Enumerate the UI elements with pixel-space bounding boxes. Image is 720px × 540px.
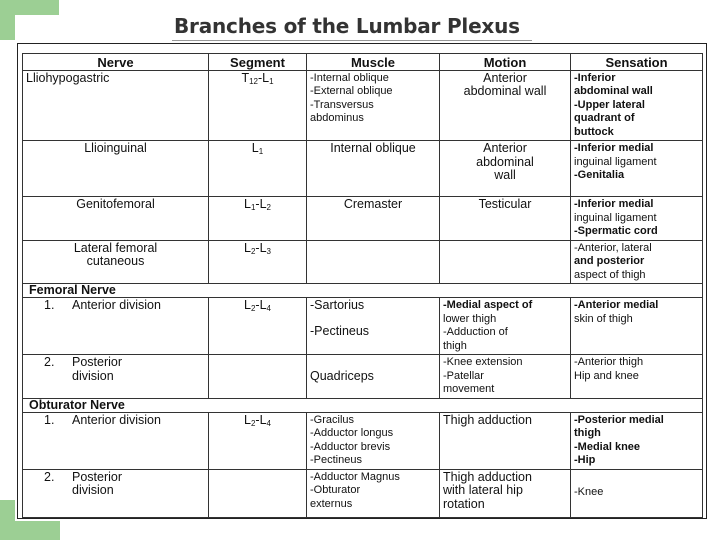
- nerve-cell: [23, 298, 209, 355]
- nerve-name: Lateral femoral: [73, 240, 158, 255]
- muscle-item: externus: [310, 497, 353, 510]
- segment-sub: 2: [250, 418, 256, 428]
- motion-text: -Knee extension: [443, 356, 523, 368]
- motion-text: thigh: [443, 339, 467, 352]
- segment-cell: [209, 298, 307, 355]
- sensation-text: aspect of thigh: [574, 268, 646, 281]
- motion-cell: [440, 197, 571, 241]
- muscle-item: Quadriceps: [310, 368, 374, 383]
- segment-sep: -L: [255, 240, 267, 255]
- segment-cell: [209, 141, 307, 197]
- muscle-item: -Pectineus: [310, 454, 362, 466]
- muscle-item: -Internal oblique: [310, 71, 389, 84]
- table-row: [23, 197, 703, 241]
- table-row: [23, 355, 703, 399]
- table-row: [23, 141, 703, 197]
- motion-cell: [440, 70, 571, 141]
- segment-text: L: [244, 298, 251, 312]
- nerve-cell: [23, 141, 209, 197]
- segment-cell: [209, 412, 307, 469]
- nerve-name: Llioinguinal: [84, 141, 147, 155]
- motion-cell: [440, 240, 571, 284]
- header-motion: Motion: [440, 54, 571, 71]
- lumbar-plexus-table: [22, 53, 703, 518]
- table-row: [23, 70, 703, 141]
- section-title: Femoral Nerve: [23, 284, 703, 298]
- sensation-text: -Spermatic cord: [574, 225, 658, 237]
- segment-sub: 4: [266, 304, 271, 313]
- muscle-item: -External oblique: [310, 85, 393, 97]
- muscle-item: -Adductor longus: [310, 427, 394, 439]
- sensation-text: inguinal ligament: [574, 155, 657, 168]
- nerve-cell: [23, 469, 209, 517]
- sensation-cell: [571, 469, 703, 517]
- division-number: 2.: [44, 469, 55, 484]
- segment-sep: -L: [257, 70, 270, 85]
- nerve-name: division: [72, 368, 114, 383]
- motion-text: Thigh adduction: [443, 469, 532, 484]
- section-row-obturator: [23, 398, 703, 412]
- page-title: Branches of the Lumbar Plexus: [174, 14, 520, 38]
- division-number: 1.: [44, 298, 55, 312]
- segment-sub: 2: [250, 304, 256, 313]
- motion-text: -Medial aspect of: [443, 299, 533, 311]
- nerve-name-wrap: [72, 356, 122, 383]
- muscle-cell: [307, 298, 440, 355]
- nerve-cell: [23, 240, 209, 284]
- muscle-item: -Gracilus: [310, 413, 355, 426]
- sensation-text: skin of thigh: [574, 312, 633, 325]
- sensation-text: inguinal ligament: [574, 211, 657, 224]
- segment-cell: [209, 240, 307, 284]
- segment-sep: -L: [255, 412, 267, 427]
- sensation-text: buttock: [574, 125, 614, 138]
- muscle-cell: [307, 70, 440, 141]
- header-muscle: Muscle: [307, 54, 440, 71]
- sensation-text: -Posterior medial: [574, 413, 664, 426]
- nerve-cell: [23, 70, 209, 141]
- sensation-cell: [571, 197, 703, 241]
- motion-text: -Patellar: [443, 369, 484, 382]
- nerve-cell: [23, 197, 209, 241]
- sensation-cell: [571, 240, 703, 284]
- muscle-item: -Sartorius: [310, 298, 365, 312]
- motion-text: wall: [494, 168, 516, 182]
- segment-text: L: [244, 197, 251, 211]
- motion-text: Thigh adduction: [443, 412, 532, 427]
- muscle-item: Cremaster: [343, 197, 403, 211]
- muscle-cell: [307, 141, 440, 197]
- motion-cell: [440, 298, 571, 355]
- motion-text: abdominal: [476, 154, 534, 169]
- corner-accent-bottom: [0, 521, 60, 540]
- motion-text: Anterior: [483, 141, 527, 155]
- section-title: Obturator Nerve: [23, 398, 703, 412]
- motion-cell: [440, 141, 571, 197]
- motion-text: -Adduction of: [443, 326, 508, 338]
- segment-sub: 1: [250, 203, 256, 212]
- header-sensation: Sensation: [571, 54, 703, 71]
- corner-accent-top-left: [0, 0, 15, 40]
- segment-cell: [209, 70, 307, 141]
- segment-cell: [209, 355, 307, 399]
- nerve-name: Anterior division: [72, 412, 161, 427]
- muscle-item: -Pectineus: [310, 323, 370, 338]
- sensation-text: Hip and knee: [574, 369, 639, 382]
- segment-sub: 1: [258, 147, 264, 156]
- sensation-text: abdominal wall: [574, 85, 653, 97]
- sensation-cell: [571, 70, 703, 141]
- section-row-femoral: [23, 284, 703, 298]
- motion-text: with lateral hip: [443, 483, 523, 497]
- segment-cell: [209, 197, 307, 241]
- segment-sep: -L: [255, 197, 267, 211]
- muscle-item: Internal oblique: [330, 141, 416, 155]
- table-row: [23, 240, 703, 284]
- table-header-row: [23, 54, 703, 71]
- motion-text: movement: [443, 383, 495, 395]
- sensation-text: -Hip: [574, 454, 596, 466]
- nerve-name-wrap: [72, 471, 122, 498]
- sensation-text: and posterior: [574, 255, 645, 267]
- spacer: [310, 313, 436, 325]
- muscle-item: -Adductor brevis: [310, 440, 391, 453]
- muscle-item: abdominus: [310, 112, 364, 124]
- header-segment: Segment: [209, 54, 307, 71]
- segment-text: L: [244, 412, 251, 427]
- segment-sub: 3: [266, 246, 271, 256]
- nerve-name: division: [72, 483, 114, 497]
- table-row: [23, 412, 703, 469]
- nerve-name: Genitofemoral: [76, 197, 155, 211]
- segment-sub: 2: [266, 203, 271, 212]
- motion-text: Anterior: [483, 70, 527, 85]
- muscle-item: -Adductor Magnus: [310, 470, 400, 483]
- sensation-text: -Anterior thigh: [574, 356, 644, 368]
- title-underline: [172, 40, 532, 41]
- sensation-text: -Inferior: [574, 71, 616, 84]
- motion-text: abdominal wall: [463, 84, 547, 98]
- segment-sub: 2: [250, 246, 256, 256]
- sensation-text: -Inferior medial: [574, 142, 654, 154]
- sensation-cell: [571, 355, 703, 399]
- segment-sub: 4: [266, 418, 271, 428]
- segment-sub: 1: [269, 76, 274, 86]
- sensation-text: -Upper lateral: [574, 98, 645, 111]
- motion-cell: [440, 412, 571, 469]
- sensation-text: -Knee: [574, 486, 604, 499]
- sensation-text: thigh: [574, 427, 601, 439]
- division-number: 2.: [44, 355, 55, 369]
- muscle-item: -Transversus: [310, 98, 374, 111]
- motion-text: rotation: [443, 496, 485, 511]
- sensation-text: -Anterior medial: [574, 299, 659, 311]
- muscle-item: -Obturator: [310, 484, 361, 496]
- segment-sub: 12: [249, 76, 258, 86]
- sensation-text: quadrant of: [574, 112, 635, 124]
- motion-cell: [440, 469, 571, 517]
- sensation-text: -Genitalia: [574, 169, 625, 181]
- segment-text: L: [244, 240, 251, 255]
- muscle-cell: [307, 197, 440, 241]
- segment-cell: [209, 469, 307, 517]
- division-number: 1.: [44, 412, 55, 427]
- nerve-name: Anterior division: [72, 298, 161, 312]
- motion-cell: [440, 355, 571, 399]
- motion-text: Testicular: [478, 197, 532, 211]
- sensation-cell: [571, 298, 703, 355]
- nerve-name: Posterior: [72, 355, 123, 369]
- motion-text: lower thigh: [443, 312, 497, 325]
- segment-text: T: [241, 70, 250, 85]
- nerve-cell: [23, 355, 209, 399]
- sensation-cell: [571, 141, 703, 197]
- nerve-cell: [23, 412, 209, 469]
- muscle-cell: [307, 355, 440, 399]
- sensation-text: -Medial knee: [574, 440, 641, 453]
- sensation-cell: [571, 412, 703, 469]
- sensation-text: -Inferior medial: [574, 198, 654, 210]
- table-row: [23, 469, 703, 517]
- muscle-cell: [307, 240, 440, 284]
- nerve-name: cutaneous: [86, 254, 145, 268]
- muscle-cell: [307, 469, 440, 517]
- sensation-text: -Anterior, lateral: [574, 241, 652, 254]
- nerve-name: Posterior: [72, 469, 123, 484]
- segment-text: L: [251, 141, 259, 155]
- table-row: [23, 298, 703, 355]
- segment-sep: -L: [255, 298, 267, 312]
- nerve-name: Lliohypogastric: [26, 70, 110, 85]
- muscle-cell: [307, 412, 440, 469]
- header-nerve: Nerve: [23, 54, 209, 71]
